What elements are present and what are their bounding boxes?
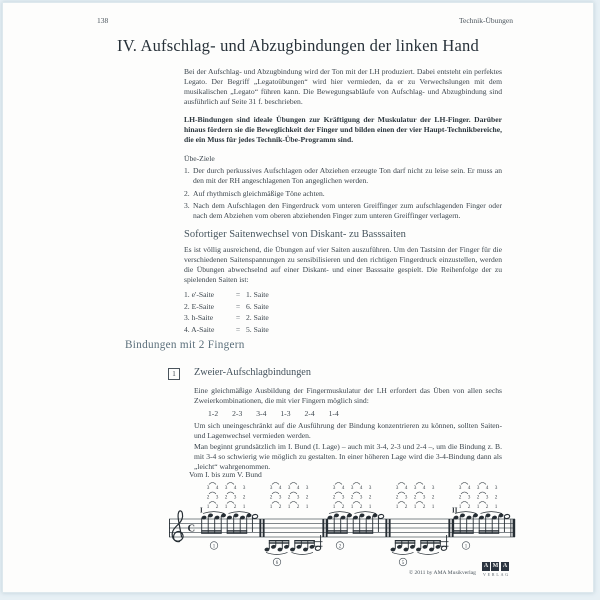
goal-number: 3. — [184, 201, 190, 210]
equals-sign: = — [235, 324, 241, 334]
music-notation — [91, 479, 521, 571]
running-header: Technik-Übungen — [458, 16, 513, 25]
goal-text: Auf rhythmisch gleichmäßige Töne achten. — [193, 188, 325, 198]
svg-text:1: 1 — [269, 504, 273, 510]
svg-text:3: 3 — [431, 485, 435, 491]
svg-text:2: 2 — [350, 494, 354, 501]
svg-text:4: 4 — [296, 485, 300, 491]
equals-sign: = — [235, 290, 241, 299]
combo-item: 2-3 — [232, 408, 243, 418]
svg-text:3: 3 — [224, 485, 228, 491]
svg-text:5: 5 — [401, 560, 405, 566]
string-position: 2. Saite — [246, 313, 269, 322]
svg-text:2: 2 — [269, 494, 273, 501]
svg-text:3: 3 — [233, 494, 237, 501]
svg-text:2: 2 — [338, 544, 342, 550]
section-heading-saitenwechsel: Sofortiger Saitenwechsel von Diskant- zu Basssaiten — [184, 229, 406, 240]
exercise-text-column — [194, 386, 502, 472]
page-footer — [409, 562, 510, 577]
string-name: 2. E-Saite — [184, 301, 214, 311]
svg-text:1: 1 — [476, 504, 480, 510]
publisher-logo — [481, 562, 510, 577]
svg-text:1: 1 — [332, 504, 336, 510]
svg-text:3: 3 — [341, 494, 345, 501]
svg-text:6: 6 — [275, 560, 279, 566]
svg-text:1: 1 — [212, 544, 216, 550]
svg-text:2: 2 — [431, 494, 435, 501]
svg-text:2: 2 — [233, 504, 237, 510]
publisher-logo-letter: A — [502, 563, 508, 569]
string-position: 5. Saite — [246, 324, 269, 334]
svg-text:2: 2 — [368, 494, 372, 501]
svg-text:2: 2 — [305, 494, 309, 501]
svg-text:1: 1 — [413, 504, 417, 510]
svg-text:3: 3 — [476, 485, 480, 491]
svg-text:II: II — [452, 506, 458, 515]
string-name: 3. h-Saite — [184, 313, 214, 322]
goals-list — [184, 166, 502, 221]
string-mapping-row — [184, 312, 502, 324]
book-page — [2, 2, 594, 593]
publisher-logo-letters — [482, 562, 509, 571]
svg-text:3: 3 — [368, 485, 372, 491]
svg-text:4: 4 — [359, 485, 363, 491]
svg-text:1: 1 — [224, 504, 228, 510]
svg-text:4: 4 — [404, 485, 408, 491]
svg-text:3: 3 — [287, 485, 291, 491]
goal-text: Nach dem Aufschlagen den Fingerdruck vom unteren Greiffinger zum aufschlagenden Finger oder nach dem Abziehen vom oberen abziehenden Finger zum unteren Greiffinger verlagern. — [193, 201, 502, 220]
equals-sign: = — [235, 313, 241, 322]
exercise-title: Zweier-Aufschlagbindungen — [194, 367, 311, 378]
svg-text:I: I — [200, 506, 203, 515]
svg-text:2: 2 — [332, 494, 336, 501]
svg-text:2: 2 — [359, 504, 363, 510]
goal-number: 1. — [184, 166, 190, 175]
goal-item — [184, 201, 502, 221]
string-mapping-row — [184, 301, 502, 313]
svg-text:1: 1 — [242, 504, 246, 510]
svg-text:1: 1 — [368, 504, 372, 510]
svg-text:C: C — [187, 523, 196, 535]
string-mapping-row — [184, 289, 502, 301]
svg-text:2: 2 — [215, 504, 219, 510]
svg-text:3: 3 — [404, 494, 408, 501]
svg-text:2: 2 — [206, 494, 210, 501]
svg-text:3: 3 — [395, 485, 399, 491]
svg-text:3: 3 — [467, 494, 471, 501]
page-number: 138 — [97, 16, 109, 25]
svg-text:2: 2 — [458, 494, 462, 501]
svg-text:2: 2 — [287, 494, 291, 501]
svg-text:2: 2 — [485, 504, 489, 510]
exercise-number-box: 1 — [168, 368, 180, 380]
svg-text:1: 1 — [287, 504, 291, 510]
string-name: 1. e'-Saite — [184, 290, 215, 299]
publisher-logo-letter: A — [483, 563, 489, 569]
string-mapping-row — [184, 324, 502, 336]
svg-text:2: 2 — [404, 504, 408, 510]
equals-sign: = — [235, 301, 241, 311]
exercise-paragraph-3: Man beginnt grundsätzlich im I. Bund (I. Lage) – auch mit 3-4, 2-3 und 2-4 –, um die Bindung z. B. mit 3-4 so schwierig wie möglich zu gestalten. In einer höheren Lage wird die 3-4-Bindung dann als „leicht“ wahrgenommen. — [194, 442, 502, 471]
string-name: 4. A-Saite — [184, 324, 215, 334]
svg-text:3: 3 — [494, 485, 498, 491]
saitenwechsel-body: Es ist völlig ausreichend, die Übungen auf vier Saiten auszuführen. Um den Tastsinn der Finger für die verschiedenen Saitenspannungen zu sensibilisieren und den richtigen Fingerdruck einzustellen, werden die Übungen abwechselnd auf einer Diskant- und einer Basssaite gespielt. Die Reihenfolge der zu spielenden Saiten ist: — [184, 245, 502, 284]
svg-text:2: 2 — [296, 504, 300, 510]
svg-text:2: 2 — [422, 504, 426, 510]
copyright-line: © 2011 by AMA Musikverlag — [408, 569, 476, 576]
svg-text:2: 2 — [341, 504, 345, 510]
svg-text:1: 1 — [305, 504, 309, 510]
combo-item: 2-4 — [304, 408, 315, 418]
svg-text:4: 4 — [422, 485, 426, 491]
string-position: 1. Saite — [246, 290, 269, 299]
svg-text:3: 3 — [413, 485, 417, 491]
combo-item: 1-2 — [208, 408, 219, 418]
goal-number: 2. — [184, 188, 190, 198]
svg-text:4: 4 — [341, 485, 345, 491]
svg-text:4: 4 — [467, 485, 471, 491]
svg-text:2: 2 — [278, 504, 282, 510]
svg-text:4: 4 — [278, 485, 282, 491]
publisher-logo-subtext: VERLAG — [482, 572, 510, 577]
goal-item — [184, 189, 502, 199]
key-note-paragraph: LH-Bindungen sind ideale Übungen zur Kräftigung der Muskulatur der LH-Finger. Darüber hinaus fördern sie die Beweglichkeit der Finger und bilden einen der vier Haupt-Technikbereiche, die ein Muss für jedes Technik-Übe-Programm sind. — [184, 115, 502, 144]
svg-text:3: 3 — [458, 485, 462, 491]
exercise-paragraph-2: Um sich uneingeschränkt auf die Ausführung der Bindung konzentrieren zu können, sollten Saiten- und Lagenwechsel vermieden werden. — [194, 421, 502, 440]
svg-text:4: 4 — [485, 485, 489, 491]
svg-text:1: 1 — [464, 544, 468, 550]
svg-text:1: 1 — [206, 504, 210, 510]
svg-text:2: 2 — [476, 494, 480, 501]
svg-text:1: 1 — [395, 504, 399, 510]
publisher-logo-letter: M — [492, 563, 499, 569]
svg-text:2: 2 — [494, 494, 498, 501]
section-heading-bindungen: Bindungen mit 2 Fingern — [125, 339, 245, 351]
intro-paragraph: Bei der Aufschlag- und Abzugbindung wird der Ton mit der LH produziert. Dabei entsteht ein perfektes Legato. Der Begriff „Legatoübungen“ wird hier vermieden, da er zu Verwechslungen mit dem musikalischen „Legato“ führen kann. Die Bewegungsabläufe von Aufschlag- und Abzugbindung sind ausführlich auf Seite 31 f. beschrieben. — [184, 67, 502, 106]
svg-text:3: 3 — [269, 485, 273, 491]
svg-text:3: 3 — [359, 494, 363, 501]
svg-text:2: 2 — [242, 494, 246, 501]
combo-item: 3-4 — [256, 408, 267, 418]
finger-combinations-row — [194, 409, 502, 419]
svg-text:3: 3 — [278, 494, 282, 501]
svg-text:1: 1 — [350, 504, 354, 510]
svg-text:3: 3 — [332, 485, 336, 491]
svg-text:4: 4 — [233, 485, 237, 491]
svg-text:3: 3 — [485, 494, 489, 501]
svg-text:3: 3 — [206, 485, 210, 491]
svg-text:3: 3 — [215, 494, 219, 501]
svg-text:3: 3 — [242, 485, 246, 491]
svg-text:2: 2 — [395, 494, 399, 501]
music-caption: Vom I. bis zum V. Bund — [189, 470, 262, 479]
svg-text:2: 2 — [467, 504, 471, 510]
svg-text:3: 3 — [350, 485, 354, 491]
svg-text:2: 2 — [413, 494, 417, 501]
string-position: 6. Saite — [246, 301, 269, 311]
goal-text: Der durch perkussives Aufschlagen oder Abziehen erzeugte Ton darf nicht zu leise sein. Er muss an den mit der RH angeschlagenen Ton angeglichen werden. — [193, 166, 502, 185]
chapter-title: IV. Aufschlag- und Abzugbindungen der linken Hand — [117, 36, 479, 55]
combo-item: 1-4 — [328, 408, 339, 418]
main-text-column — [184, 67, 502, 335]
exercise-paragraph-1: Eine gleichmäßige Ausbildung der Fingermuskulatur der LH erfordert das Üben von allen sechs Zweierkombinationen, die mit vier Fingern möglich sind: — [194, 386, 502, 405]
svg-text:3: 3 — [422, 494, 426, 501]
svg-text:4: 4 — [215, 485, 219, 491]
svg-text:1: 1 — [458, 504, 462, 510]
svg-text:3: 3 — [305, 485, 309, 491]
goals-heading: Übe-Ziele — [184, 154, 215, 163]
svg-text:1: 1 — [494, 504, 498, 510]
svg-text:3: 3 — [296, 494, 300, 501]
combo-item: 1-3 — [280, 408, 291, 418]
goal-item — [184, 166, 502, 186]
string-mapping-list — [184, 289, 502, 335]
svg-text:1: 1 — [431, 504, 435, 510]
svg-text:2: 2 — [224, 494, 228, 501]
